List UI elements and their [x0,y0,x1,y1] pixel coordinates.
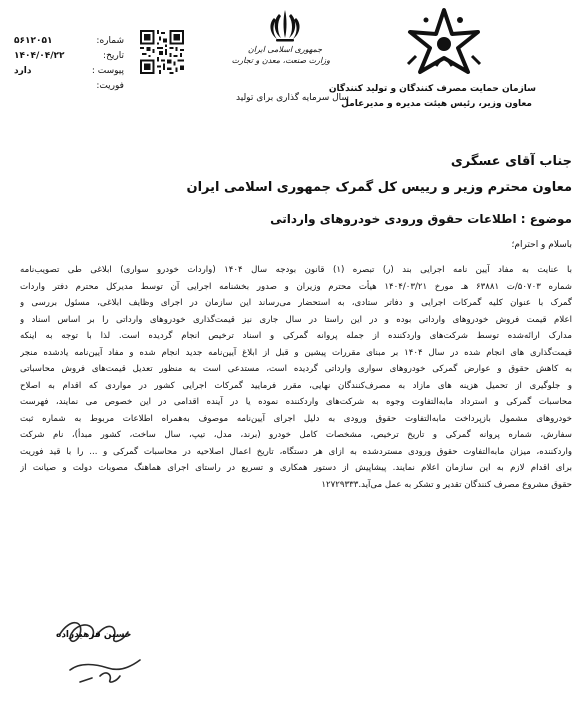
body-line: و جلوگیری از تحمیل هزینه های مازاد به مصرف‌کنندگان نهایی، مقرر فرمایید گمرکات اجرایی کشور در مواردی که اقدام به اصلاح [20,380,572,391]
letter-body [20,262,572,493]
letter-meta [14,34,124,94]
ministry-country-line: جمهوری اسلامی ایران [247,45,323,54]
body-line: شماره ۵۰۷۰۳/ت ۶۳۸۸۱ هـ مورخ ۱۴۰۴/۰۳/۲۱ هیأت محترم وزیران و صدور بخشنامه اجرایی آن توسط مدیرکل محترم دفتر واردات [20,281,572,292]
letter-number-label: شماره: [96,36,124,46]
body-line: سفارش، شماره پروانه گمرکی و تاریخ ترخیص، مشخصات کامل خودرو (برند، مدل، تیپ، سال ساخت، کشور مبدأ)، نام شرکت [20,430,572,440]
letter-attachment-row [14,64,124,79]
body-line: با عنایت به مفاد آیین نامه اجرایی بند (ر) تبصره (۱) قانون بودجه سال ۱۴۰۴ (واردات خودرو سواری) ابلاغی طی تصویب‌نامه [20,265,572,275]
iran-emblem-icon [268,8,302,44]
body-line: محاسبات گمرکی و استرداد مابه‌التفاوت وجوه به شرکت‌های واردکننده نموده یا در آینده اقدامی در این خصوص می نمایند، فهرست [20,397,572,407]
organization-subtitle: معاون وزیر، رئیس هیئت مدیره و مدیرعامل [341,99,532,109]
body-line: قیمت‌گذاری های انجام شده در سال ۱۴۰۴ بر مبنای مقررات پیشین و قبل از ابلاغ آیین‌نامه جدید انجام شده و مفاد آیین‌نامه یادشده منجر [20,347,572,358]
handwritten-signature-icon [40,612,180,692]
body-line: مدارک ارائه‌شده توسط شرکت‌های واردکننده از جمله پروانه گمرکی و اسناد ترخیص انجام گردیده است. لذا با توجه به اینکه [20,331,572,341]
body-line: برای اقدام لازم به این سازمان اعلام نمایند. پیشاپیش از دستور همکاری و تسریع در راستای اجرای هماهنگ مصوبات دولت و صیانت از [20,463,572,473]
letter-attachment-label: پیوست : [91,66,124,76]
letter-urgency-label: فوریت: [96,81,124,91]
letter-number-value: ۵۶۱۲۰۵۱ [14,36,53,46]
body-line: به کاهش حقوق و عوارض گمرکی خودروهای سواری وارداتی گردیده است، مستدعی است به منظور تعدیل قیمت‌های فروش محاسباتی [20,364,572,374]
ministry-header [231,8,330,66]
body-line: گمرک با عنوان کلیه گمرکات اجرایی و دفاتر ستادی، به استحضار می‌رساند این سازمان در اجرای وظایف ابلاغی، مسئول بررسی و [20,298,572,308]
letter-attachment-value: دارد [14,66,32,76]
letter-urgency-row [14,79,124,94]
addressee-name: جناب آقای عسگری [450,154,572,169]
body-line: خودروهای مشمول بازپرداخت مابه‌التفاوت حقوق ورودی به دلیل اجرای آیین‌نامه موصوف به‌همراه اطلاعات مربوط به شماره ثبت [20,413,572,424]
letter-subject: موضوع : اطلاعات حقوق ورودی خودروهای وارداتی [270,212,572,226]
organization-logo-icon [396,6,492,86]
letter-date-label: تاریخ: [103,51,124,61]
signer-name: حسین فرهیدزاده [56,630,132,640]
ministry-name-line: وزارت صنعت، معدن و تجارت [231,56,330,65]
qr-code-icon [140,30,184,74]
letter-date-value: ۱۴۰۴/۰۴/۲۲ [14,51,65,61]
body-line: حقوق مشروع مصرف کنندگان تقدیر و تشکر به عمل می‌آید.۱۲۷۲۹۳۳۳ [321,479,572,490]
body-line: اعلام قیمت فروش خودروهای وارداتی بوده و در این راستا در سال جاری نیز قیمت‌گذاری خودروهای وارداتی را بر اساس اسناد و [20,314,572,325]
letter-date-row [14,49,124,64]
organization-name: سازمان حمایت مصرف کنندگان و تولید کنندگان [328,84,536,94]
body-line: واردکننده، میزان مابه‌التفاوت حقوق ورودی مستردشده به ازای هر دستگاه، تاریخ اعمال اصلاحیه در محاسبات گمرکی و ... را با قید فوریت [20,446,572,457]
letter-number-row [14,34,124,49]
addressee-title: معاون محترم وزیر و رییس کل گمرک جمهوری اسلامی ایران [186,180,572,195]
year-slogan: سال سرمایه گذاری برای تولید [236,93,349,103]
letter-greeting: باسلام و احترام؛ [511,240,572,250]
